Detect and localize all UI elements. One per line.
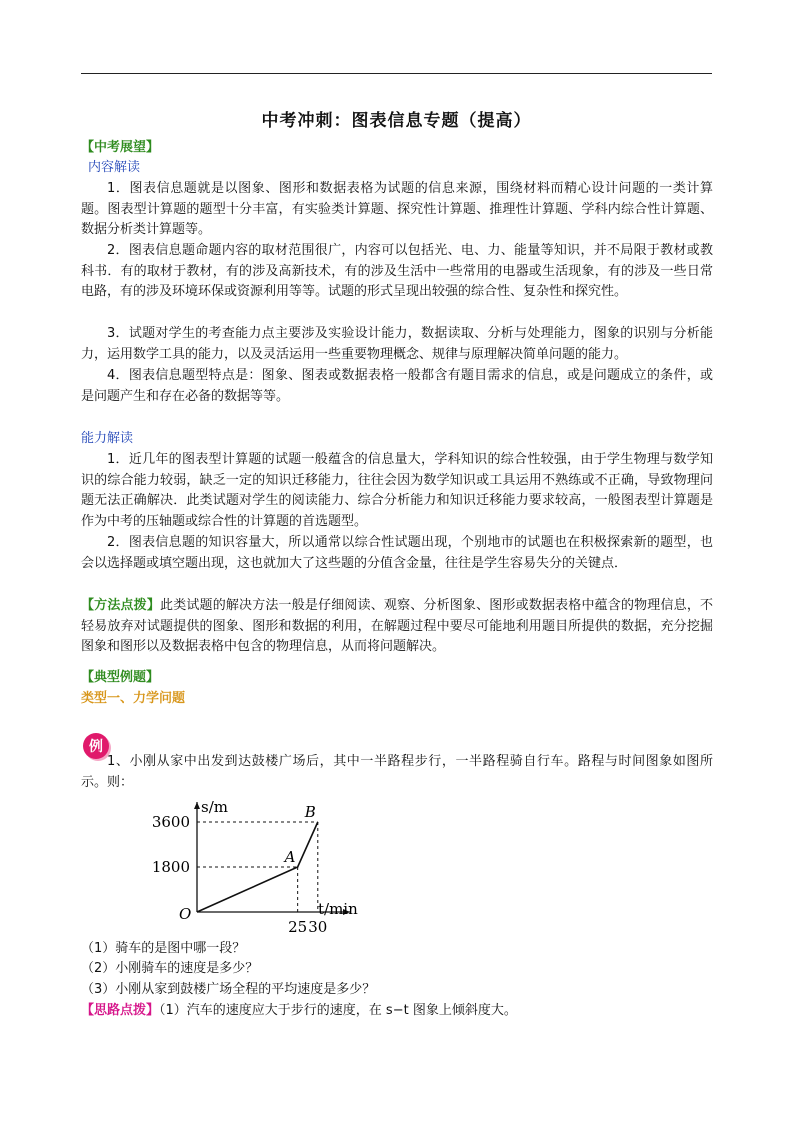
method-tag: 【方法点拨】 <box>81 598 161 613</box>
point-label-a: A <box>284 848 296 866</box>
content-paragraph-1: 1．图表信息题就是以图象、图形和数据表格为试题的信息来源，围绕材料而精心设计问题的一类计算题。图表型计算题的题型十分丰富，有实验类计算题、探究性计算题、推理性计算题、学科内综合性计算题、数据分析类计算题等。 <box>81 181 713 237</box>
method-paragraph <box>81 596 713 658</box>
hint-text: （1）汽车的速度应大于步行的速度，在 s−t 图象上倾斜度大。 <box>159 1003 517 1018</box>
y-tick-label: 3600 <box>151 813 190 831</box>
point-label-b: B <box>304 803 316 821</box>
question-2: （2）小刚骑车的速度是多少？ <box>81 961 259 976</box>
hint-paragraph <box>81 1001 713 1022</box>
y-tick-label: 1800 <box>151 858 190 876</box>
type-1-heading: 类型一、力学问题 <box>81 691 186 706</box>
distance-time-graph <box>150 796 360 944</box>
y-axis-arrow <box>194 802 200 809</box>
question-intro: 1、小刚从家中出发到达鼓楼广场后，其中一半路程步行，一半路程骑自行车。路程与时间图象如图所示。则： <box>81 754 713 790</box>
content-paragraph-2: 2．图表信息题命题内容的取材范围很广，内容可以包括光、电、力、能量等知识，并不局限于教材或教科书．有的取材于教材，有的涉及高新技术，有的涉及生活中一些常用的电器或生活现象，有的涉及一些日常电路，有的涉及环境环保或资源利用等等。试题的形式呈现出较强的综合性、复杂性和探究性。 <box>81 243 713 299</box>
x-axis-label: t/min <box>318 900 358 918</box>
method-text: 此类试题的解决方法一般是仔细阅读、观察、分析图象、图形或数据表格中蕴含的物理信息，不轻易放弃对试题提供的图象、图形和数据的利用，在解题过程中要尽可能地利用题目所提供的数据，充分挖掘图象和图形以及数据表格中包含的物理信息，从而将问题解决。 <box>81 598 713 654</box>
section-outlook-heading: 【中考展望】 <box>81 140 160 155</box>
content-paragraph-3: 3．试题对学生的考查能力点主要涉及实验设计能力，数据读取、分析与处理能力，图象的识别与分析能力，运用数学工具的能力，以及灵活运用一些重要物理概念、规律与原理解决简单问题的能力。 <box>81 326 713 362</box>
ability-paragraph-2: 2．图表信息题的知识容量大，所以通常以综合性试题出现，个别地市的试题也在积极探索新的题型，也会以选择题或填空题出现，这也就加大了这些题的分值含金量，往往是学生容易失分的关键点． <box>81 535 713 571</box>
content-paragraph-4: 4．图表信息题型特点是：图象、图表或数据表格一般都含有题目需求的信息，或是问题成立的条件，或是问题产生和存在必备的数据等等。 <box>81 368 713 404</box>
header-rule <box>81 73 712 74</box>
page-title: 中考冲刺：图表信息专题（提高） <box>261 111 532 131</box>
subheading-ability: 能力解读 <box>81 431 134 446</box>
x-tick-label: 25 <box>288 918 308 936</box>
origin-label: O <box>179 905 192 923</box>
subheading-content: 内容解读 <box>88 160 141 175</box>
x-tick-label: 30 <box>308 918 328 936</box>
section-examples-heading: 【典型例题】 <box>81 670 160 685</box>
ability-paragraph-1: 1．近几年的图表型计算题的试题一般蕴含的信息量大，学科知识的综合性较强，由于学生物理与数学知识的综合能力较弱，缺乏一定的知识迁移能力，往往会因为数学知识或工具运用不熟练或不正确，导致物理问题无法正确解决．此类试题对学生的阅读能力、综合分析能力和知识迁移能力要求较高，一般图表型计算题是作为中考的压轴题或综合性的计算题的首选题型。 <box>81 452 713 529</box>
example-badge: 例 <box>83 733 109 759</box>
y-axis-label: s/m <box>201 798 228 816</box>
question-1: （1）骑车的是图中哪一段？ <box>81 941 246 956</box>
hint-tag: 【思路点拨】 <box>81 1003 160 1018</box>
question-3: （3）小刚从家到鼓楼广场全程的平均速度是多少？ <box>81 982 376 997</box>
